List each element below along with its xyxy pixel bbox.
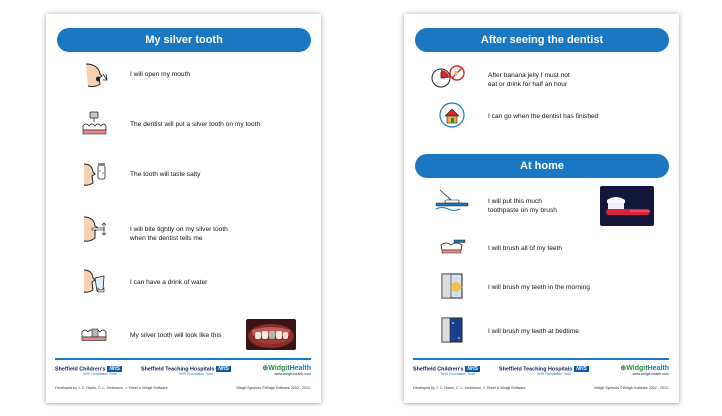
- item-text: The dentist will put a silver tooth on my tooth: [130, 121, 261, 128]
- item-text: I can have a drink of water: [130, 279, 208, 286]
- toothbrush-photo: [600, 186, 654, 226]
- credits-text: Developed by J. C. Harris, C. L. Jenkinson, J. Sheet & Widgit Software.: [413, 386, 527, 390]
- teeth-photo: [246, 319, 296, 350]
- silver-tooth-icon: [80, 108, 108, 138]
- section-title: At home: [415, 154, 669, 178]
- copyright-text: Widgit Symbols ©Widgit Software 2002 - 2012.: [594, 386, 669, 390]
- salty-taste-icon: [80, 159, 108, 189]
- credits-text: Developed by J. C. Harris, C. L. Jenkinson, J. Sheet & Widgit Software.: [55, 386, 169, 390]
- morning-icon: [438, 271, 466, 301]
- sheffield-childrens-logo: Sheffield Children's NHS NHS Foundation Trust: [413, 366, 478, 377]
- sheffield-teaching-logo: Sheffield Teaching Hospitals NHS NHS Foundation Trust: [499, 366, 587, 377]
- item-text: I will open my mouth: [130, 71, 191, 78]
- open-mouth-icon: [80, 60, 108, 90]
- bedtime-icon: [438, 315, 466, 345]
- page-title: My silver tooth: [57, 28, 311, 52]
- item-text: I will put this much toothpaste on my brush: [488, 198, 557, 214]
- item-text: I will brush my teeth at bedtime: [488, 328, 579, 335]
- widgit-health-logo: ⊕WidgitHealth www.widgit-health.com: [262, 365, 311, 376]
- footer-divider: [55, 358, 311, 360]
- footer-divider: [413, 358, 669, 360]
- item-text: After banana jelly I must not eat or drink for half an hour: [488, 72, 570, 88]
- widgit-health-logo: ⊕WidgitHealth www.widgit-health.com: [620, 365, 669, 376]
- item-text: I will bite tightly on my silver tooth when the dentist tells me: [130, 226, 228, 242]
- footer: [413, 364, 669, 400]
- sheffield-childrens-logo: Sheffield Children's NHS NHS Foundation Trust: [55, 366, 120, 377]
- right-page: [404, 14, 679, 403]
- sheffield-teaching-logo: Sheffield Teaching Hospitals NHS NHS Foundation Trust: [141, 366, 229, 377]
- section-title: After seeing the dentist: [415, 28, 669, 52]
- bite-icon: [80, 214, 108, 244]
- go-home-icon: [438, 100, 466, 130]
- no-eating-clock-icon: [430, 61, 466, 91]
- teeth-look-icon: [80, 319, 108, 349]
- brush-teeth-icon: [438, 232, 466, 262]
- item-text: I will brush all of my teeth: [488, 245, 563, 252]
- item-text: I can go when the dentist has finished: [488, 113, 599, 120]
- footer: [55, 364, 311, 400]
- drink-water-icon: [80, 266, 108, 296]
- toothpaste-icon: [434, 186, 470, 216]
- copyright-text: Widgit Symbols ©Widgit Software 2002 - 2012.: [236, 386, 311, 390]
- item-text: My silver tooth will look like this: [130, 332, 222, 339]
- left-page: [46, 14, 321, 403]
- item-text: The tooth will taste salty: [130, 171, 201, 178]
- item-text: I will brush my teeth in the morning: [488, 284, 590, 291]
